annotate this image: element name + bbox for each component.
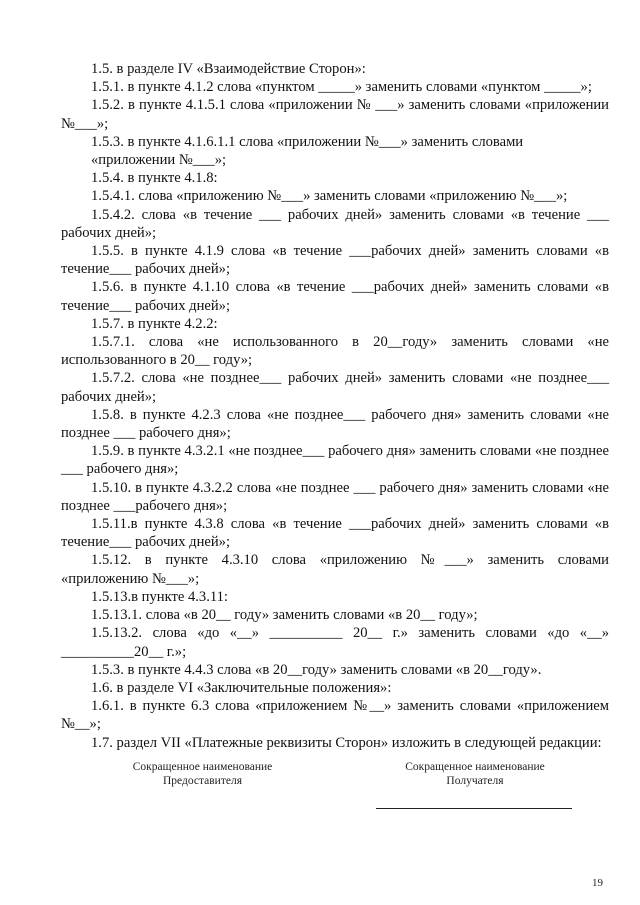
paragraph: 1.5.1. в пункте 4.1.2 слова «пунктом _____» заменить словами «пунктом _____»; [91, 79, 592, 96]
signature-provider-label: Сокращенное наименование [132, 761, 273, 773]
signature-recipient-block [385, 760, 565, 788]
paragraph: 1.5.3. в пункте 4.4.3 слова «в 20__году» заменить словами «в 20__году». [91, 661, 542, 678]
paragraph: 1.5.8. в пункте 4.2.3 слова «не позднее___ рабочего дня» заменить словами «не позднее ___ рабочего дня»; [61, 406, 609, 442]
signature-line [376, 808, 572, 809]
paragraph: 1.5.7. в пункте 4.2.2: [91, 315, 218, 332]
paragraph: 1.5. в разделе IV «Взаимодействие Сторон»: [91, 61, 366, 77]
paragraph: 1.5.12. в пункте 4.3.10 слова «приложению №___» заменить словами «приложению №___»; [61, 552, 609, 587]
paragraph: 1.6. в разделе VI «Заключительные положения»: [91, 679, 392, 696]
paragraph: 1.5.3. в пункте 4.1.6.1.1 слова «приложении №___» заменить словами «приложении №___»; [91, 133, 524, 169]
paragraph: 1.7. раздел VII «Платежные реквизиты Сторон» изложить в следующей редакции: [91, 734, 602, 751]
paragraph: 1.5.6. в пункте 4.1.10 слова «в течение ___рабочих дней» заменить словами «в течение___ рабочих дней»; [61, 279, 609, 314]
paragraph: 1.5.7.1. слова «не использованного в 20__году» заменить словами «не использованного в 20__ году»; [61, 334, 609, 369]
paragraph: 1.5.10. в пункте 4.3.2.2 слова «не позднее ___ рабочего дня» заменить словами «не позднее ___рабочего дня»; [61, 479, 609, 514]
paragraph: 1.5.13.1. слова «в 20__ году» заменить словами «в 20__ году»; [91, 607, 478, 624]
paragraph: 1.5.13.в пункте 4.3.11: [91, 588, 228, 605]
paragraph: 1.6.1. в пункте 6.3 слова «приложением №__» заменить словами «приложением №__»; [61, 698, 609, 733]
paragraph: 1.5.9. в пункте 4.3.2.1 «не позднее___ рабочего дня» заменить словами «не позднее ___ рабочего дня»; [61, 443, 609, 478]
paragraph: 1.5.4. в пункте 4.1.8: [91, 170, 218, 187]
signature-provider-role: Предоставителя [162, 775, 242, 787]
paragraph: 1.5.4.1. слова «приложению №___» заменить словами «приложению №___»; [91, 188, 568, 205]
paragraph: 1.5.13.2. слова «до «__» __________ 20__ г.» заменить словами «до «__» __________20__ г.»; [61, 625, 609, 660]
paragraph: 1.5.7.2. слова «не позднее___ рабочих дней» заменить словами «не позднее___ рабочих дней»; [61, 370, 609, 405]
paragraph: 1.5.5. в пункте 4.1.9 слова «в течение ___рабочих дней» заменить словами «в течение___ рабочих дней»; [61, 243, 609, 278]
paragraph: 1.5.4.2. слова «в течение ___ рабочих дней» заменить словами «в течение ___ рабочих дней»; [61, 206, 609, 241]
signature-recipient-label: Сокращенное наименование [405, 761, 545, 773]
signature-provider-block [120, 760, 285, 788]
page-number: 19 [592, 877, 603, 889]
signature-recipient-role: Получателя [446, 775, 504, 787]
paragraph: 1.5.11.в пункте 4.3.8 слова «в течение ___рабочих дней» заменить словами «в течение___ рабочих дней»; [61, 516, 609, 551]
document-body [61, 60, 609, 752]
paragraph: 1.5.2. в пункте 4.1.5.1 слова «приложении № ___» заменить словами «приложении №___»; [61, 97, 609, 132]
